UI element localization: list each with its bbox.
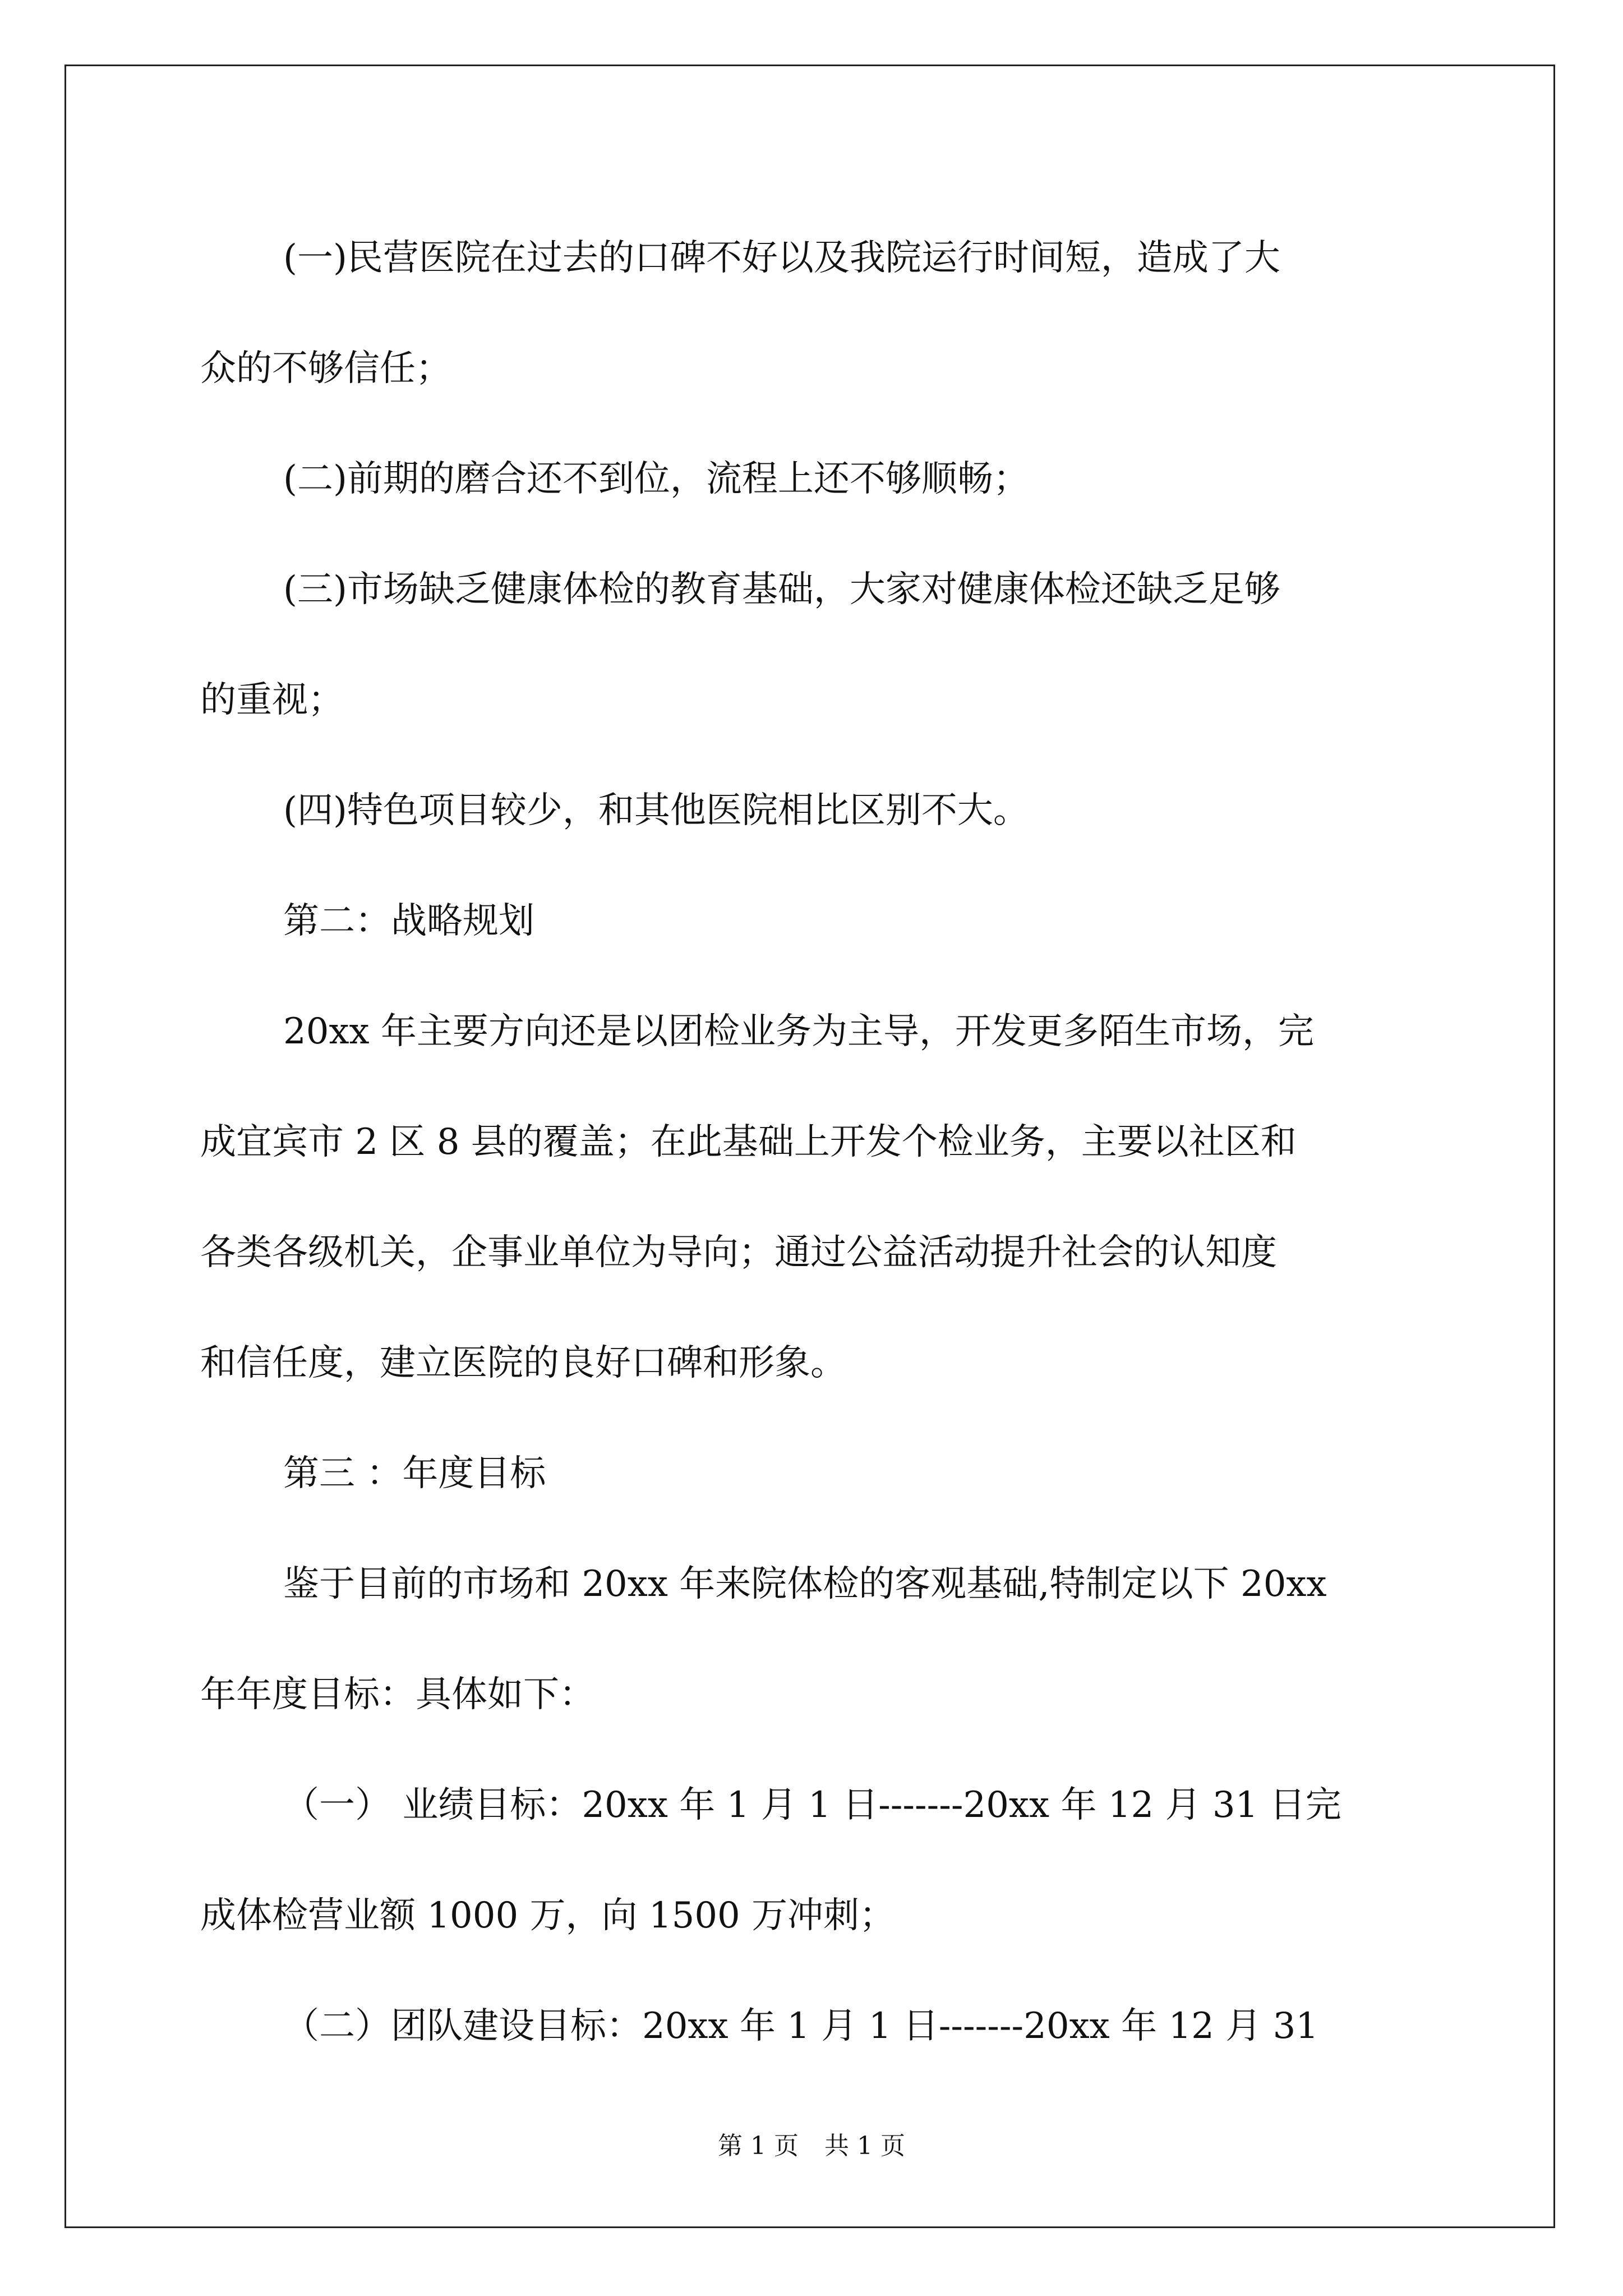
text-line: （一） 业绩目标：20xx 年 1 月 1 日-------20xx 年 12 月 31 日完 <box>283 1784 1341 1826</box>
text-line: 年年度目标：具体如下： <box>200 1674 595 1715</box>
text-line: 鉴于目前的市场和 20xx 年来院体检的客观基础,特制定以下 20xx <box>283 1563 1327 1605</box>
text-line: (一)民营医院在过去的口碑不好以及我院运行时间短，造成了大 <box>283 237 1280 279</box>
page-total: 共 1 页 <box>824 2132 905 2160</box>
document-body <box>200 203 1431 2082</box>
page-footer <box>0 2125 1623 2161</box>
section-heading: 第二：战略规划 <box>283 900 534 942</box>
text-line: 成体检营业额 1000 万，向 1500 万冲刺； <box>200 1895 896 1936</box>
section-heading: 第三 ：年度目标 <box>283 1453 546 1494</box>
text-line: 众的不够信任； <box>200 348 451 389</box>
page-number: 第 1 页 <box>718 2132 799 2160</box>
text-line: (四)特色项目较少，和其他医院相比区别不大。 <box>283 790 1029 831</box>
text-line: 各类各级机关，企事业单位为导向；通过公益活动提升社会的认知度 <box>200 1232 1277 1273</box>
text-line: （二）团队建设目标：20xx 年 1 月 1 日-------20xx 年 12 月 31 <box>283 2005 1319 2047</box>
text-line: 和信任度，建立医院的良好口碑和形象。 <box>200 1342 846 1384</box>
text-line: (三)市场缺乏健康体检的教育基础，大家对健康体检还缺乏足够 <box>283 569 1280 610</box>
text-line: 的重视； <box>200 679 344 721</box>
text-line: (二)前期的磨合还不到位，流程上还不够顺畅； <box>283 458 1029 500</box>
text-line: 20xx 年主要方向还是以团检业务为主导，开发更多陌生市场，完 <box>283 1011 1314 1052</box>
text-line: 成宜宾市 2 区 8 县的覆盖；在此基础上开发个检业务，主要以社区和 <box>200 1121 1297 1163</box>
